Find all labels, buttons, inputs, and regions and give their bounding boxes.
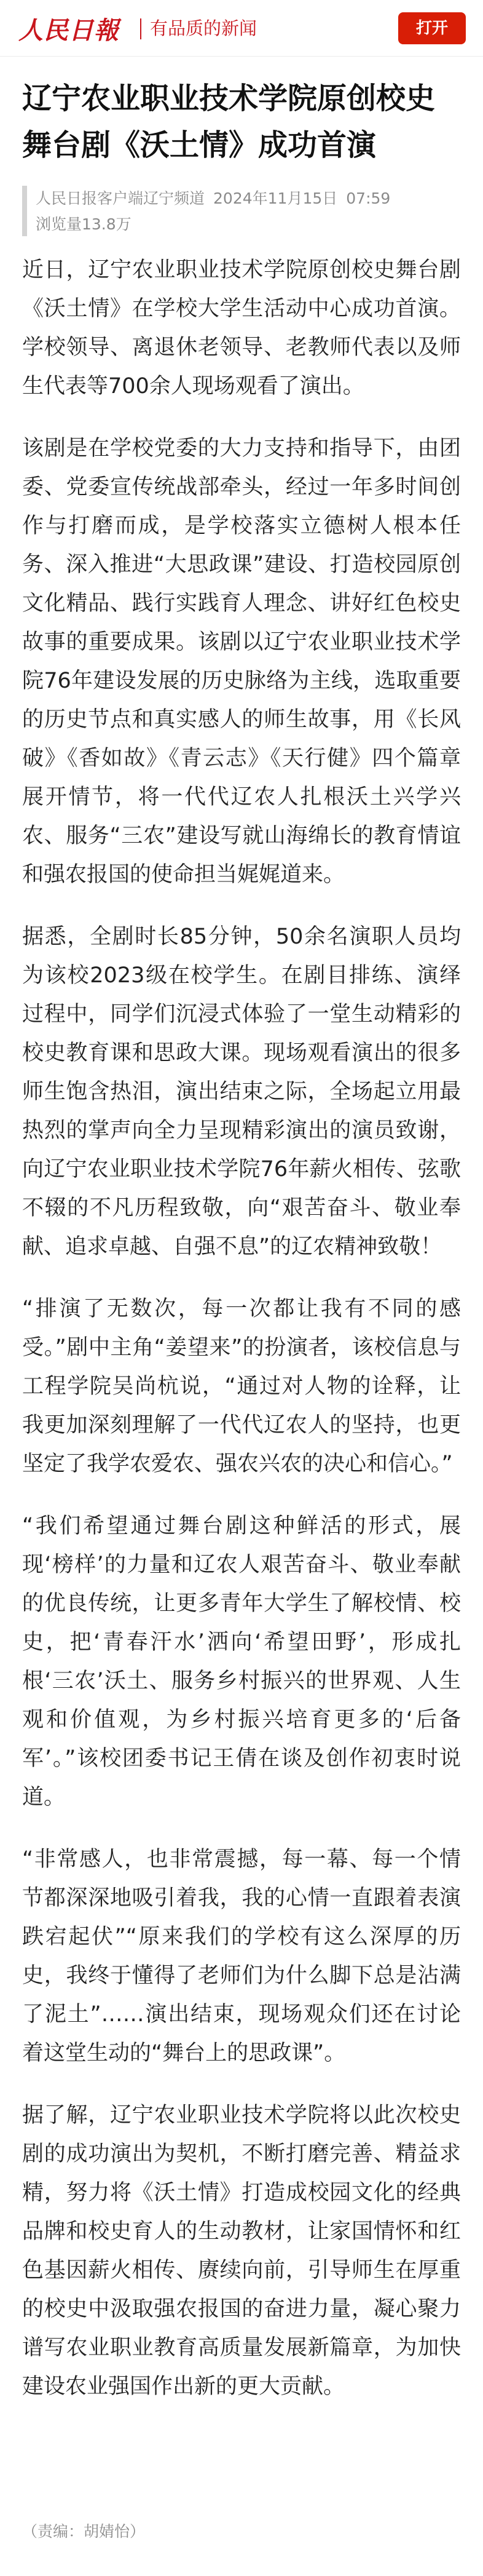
open-app-button[interactable]: 打开 xyxy=(398,12,466,44)
article-paragraph: 据悉，全剧时长85分钟，50余名演职人员均为该校2023级在校学生。在剧目排练、演绎过程中，同学们沉浸式体验了一堂生动精彩的校史教育课和思政大课。现场观看演出的很多师生饱含热泪，演出结束之际，全场起立用最热烈的掌声向全力呈现精彩演出的演员致谢，向辽宁农业职业技术学院76年薪火相传、弦歌不辍的不凡历程致敬，向“艰苦奋斗、敬业奉献、追求卓越、自强不息”的辽农精神致敬！ xyxy=(22,924,461,1259)
article-paragraph: “我们希望通过舞台剧这种鲜活的形式，展现‘榜样’的力量和辽农人艰苦奋斗、敬业奉献的优良传统，让更多青年大学生了解校情、校史，把‘青春汗水’洒向‘希望田野’，形成扎根‘三农’沃土、服务乡村振兴的世界观、人生观和价值观，为乡村振兴培育更多的‘后备军’。”该校团委书记王倩在谈及创作初衷时说道。 xyxy=(22,1514,461,1810)
article-paragraph: “非常感人，也非常震撼，每一幕、每一个情节都深深地吸引着我，我的心情一直跟着表演跌宕起伏”“原来我们的学校有这么深厚的历史，我终于懂得了老师们为什么脚下总是沾满了泥土”……演出结束，现场观众们还在讨论着这堂生动的“舞台上的思政课”。 xyxy=(22,1847,461,2065)
article-paragraph: 据了解，辽宁农业职业技术学院将以此次校史剧的成功演出为契机，不断打磨完善、精益求精，努力将《沃土情》打造成校园文化的经典品牌和校史育人的生动教材，让家国情怀和红色基因薪火相传、赓续向前，引导师生在厚重的校史中汲取强农报国的奋进力量，凝心聚力谱写农业职业教育高质量发展新篇章，为加快建设农业强国作出新的更大贡献。 xyxy=(22,2103,461,2399)
article-source: 人民日报客户端辽宁频道 xyxy=(36,189,205,207)
top-bar xyxy=(0,0,483,57)
article-paragraph: 该剧是在学校党委的大力支持和指导下，由团委、党委宣传统战部牵头，经过一年多时间创作与打磨而成，是学校落实立德树人根本任务、深入推进“大思政课”建设、打造校园原创文化精品、践行实践育人理念、讲好红色校史故事的重要成果。该剧以辽宁农业职业技术学院76年建设发展的历史脉络为主线，选取重要的历史节点和真实感人的师生故事，用《长风破》《香如故》《青云志》《天行健》四个篇章展开情节，将一代代辽农人扎根沃土兴学兴农、服务“三农”建设写就山海绵长的教育情谊和强农报国的使命担当娓娓道来。 xyxy=(22,436,461,887)
editor-credit: （责编：胡婧怡） xyxy=(22,2522,146,2540)
article-meta xyxy=(36,186,390,237)
meta-accent-bar xyxy=(22,186,27,236)
meta-source-line xyxy=(36,186,390,212)
article-views: 浏览量13.8万 xyxy=(36,215,132,233)
people-daily-logo[interactable]: 人民日報 xyxy=(18,15,119,45)
article-paragraph: “排演了无数次，每一次都让我有不同的感受。”剧中主角“姜望来”的扮演者，该校信息与工程学院吴尚杭说，“通过对人物的诠释，让我更加深刻理解了一代代辽农人的坚持，也更坚定了我学农爱农、强农兴农的决心和信心。” xyxy=(22,1297,461,1476)
article-paragraph: 近日，辽宁农业职业技术学院原创校史舞台剧《沃土情》在学校大学生活动中心成功首演。学校领导、离退休老领导、老教师代表以及师生代表等700余人现场观看了演出。 xyxy=(22,258,461,399)
article-date: 2024年11月15日 xyxy=(213,189,338,207)
article-title: 辽宁农业职业技术学院原创校史舞台剧《沃土情》成功首演 xyxy=(22,81,436,162)
logo-divider xyxy=(140,18,141,39)
article-time: 07:59 xyxy=(346,189,391,207)
slogan-text: 有品质的新闻 xyxy=(150,18,257,39)
article-body xyxy=(22,251,461,2430)
